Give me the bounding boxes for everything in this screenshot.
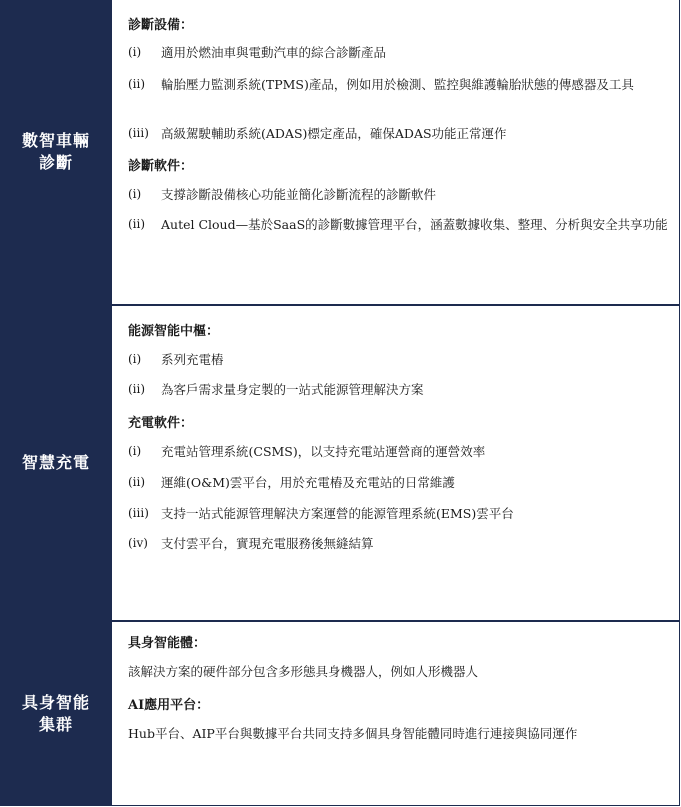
list-item [128,534,668,553]
list-item [128,75,668,94]
item-text: 支付雲平台，實現充電服務後無縫結算 [161,536,374,551]
item-number: (ii) [128,217,146,231]
item-number: (i) [128,352,142,366]
group-heading: AI應用平台： [128,698,210,713]
item-text: 系列充電樁 [161,352,224,367]
item-number: (i) [128,444,142,458]
item-text: Autel Cloud—基於SaaS的診斷數據管理平台，涵蓋數據收集、整理、分析與安全共享功能 [161,217,668,232]
item-number: (iv) [128,536,148,550]
section-label-cell [0,306,112,620]
group-heading: 充電軟件： [128,416,194,431]
list-item [128,43,668,62]
group-paragraph: Hub平台、AIP平台與數據平台共同支持多個具身智能體同時進行連接與協同運作 [128,726,578,741]
item-number: (i) [128,187,142,201]
item-text: 支撐診斷設備核心功能並簡化診斷流程的診斷軟件 [161,187,437,202]
list-item [128,124,668,143]
item-text: 充電站管理系統(CSMS)，以支持充電站運營商的運營效率 [161,444,486,459]
group-heading: 診斷設備： [128,18,194,33]
list-item [128,185,668,204]
group-heading: 診斷軟件： [128,159,194,174]
item-number: (iii) [128,126,149,140]
item-text: 高級駕駛輔助系統(ADAS)標定產品，確保ADAS功能正常運作 [161,126,507,141]
item-text: 支持一站式能源管理解決方案運營的能源管理系統(EMS)雲平台 [161,506,514,521]
item-text: 運維(O&M)雲平台，用於充電樁及充電站的日常維護 [161,475,455,490]
section-label-cell [0,0,112,304]
group-heading: 能源智能中樞： [128,324,220,339]
list-item [128,442,668,461]
item-number: (ii) [128,77,146,91]
list-item [128,504,668,523]
item-text: 適用於燃油車與電動汽車的綜合診斷產品 [161,45,387,60]
section-label: 數智車輛診斷 [21,131,90,172]
section-label-cell [0,622,112,806]
group-heading: 具身智能體： [128,636,207,651]
list-item [128,350,668,369]
item-number: (iii) [128,506,149,520]
section-row-smart-charging [0,304,680,620]
item-number: (ii) [128,475,146,489]
item-number: (ii) [128,382,146,396]
group-paragraph: 該解決方案的硬件部分包含多形態具身機器人，例如人形機器人 [128,664,479,679]
section-label: 具身智能集群 [21,693,90,734]
list-item [128,215,668,234]
section-row-embodied-intelligence [0,620,680,806]
item-text: 為客戶需求量身定製的一站式能源管理解決方案 [161,382,424,397]
item-text: 輪胎壓力監測系統(TPMS)產品，例如用於檢測、監控與維護輪胎狀態的傳感器及工具 [161,77,634,92]
list-item [128,380,668,399]
section-label: 智慧充電 [21,453,90,472]
list-item [128,473,668,492]
section-row-vehicle-diagnostics [0,0,680,304]
item-number: (i) [128,45,142,59]
